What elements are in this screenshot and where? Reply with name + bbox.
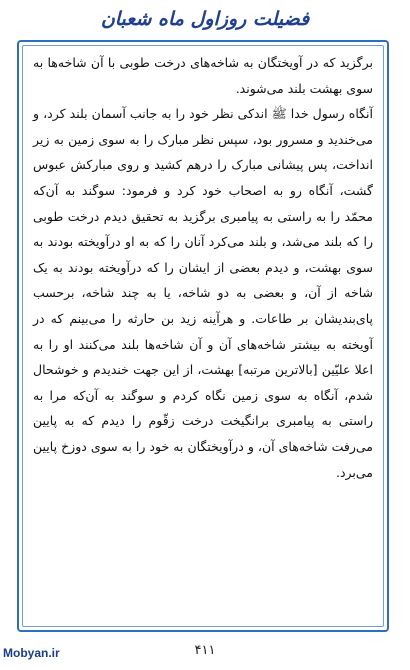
paragraph-1: برگزید که در آویختگان به شاخه‌های درخت طوبی با آن شاخه‌ها به سوی بهشت بلند می‌شوند. xyxy=(33,55,373,96)
paragraph-2: آنگاه رسول خدا ﷺ اندکی نظر خود را به جانب آسمان بلند کرد، و می‌خندید و مسرور بود، سپس نظر مبارک را به سوی زمین به زیر انداخت، پس پیشانی مبارک را درهم کشید و روی مبارکش عبوس گشت، آنگاه رو به اصحاب خود کرد و فرمود: سوگند به آن‌که محمّد را به راستی به پیامبری برگزید به تحقیق دیدم درخت طوبی را که بلند می‌شد، و بلند می‌کرد آنان را که به او درآویخته بودند به سوی بهشت، و دیدم بعضی از ایشان را که درآویخته بودند به یک شاخه از آن، و بعضی به دو شاخه، یا به چند شاخه، برحسب پای‌بندیشان بر طاعات. و هرآینه زید بن حارثه را می‌بینم که در آویخته به بیشتر شاخه‌های آن و آن شاخه‌ها بلند می‌کنند او را به اعلا علیّین [بالاترین مرتبه] بهشت، از این جهت خندیدم و خوشحال شدم، آنگاه به سوی زمین نگاه کردم و سوگند به آن‌که مرا به راستی به پیامبری برانگیخت درخت زقّوم را دیدم که به پایین می‌رفت شاخه‌های آن، و درآویختگان به خود را به سوی دوزخ پایین می‌برد. xyxy=(33,106,373,480)
page-number: ۴۱۱ xyxy=(194,643,216,658)
text-frame xyxy=(17,40,389,632)
site-watermark: Mobyan.ir xyxy=(3,646,60,660)
page-title: فضیلت روزاول ماه شعبان xyxy=(100,8,310,30)
body-text xyxy=(33,50,373,624)
